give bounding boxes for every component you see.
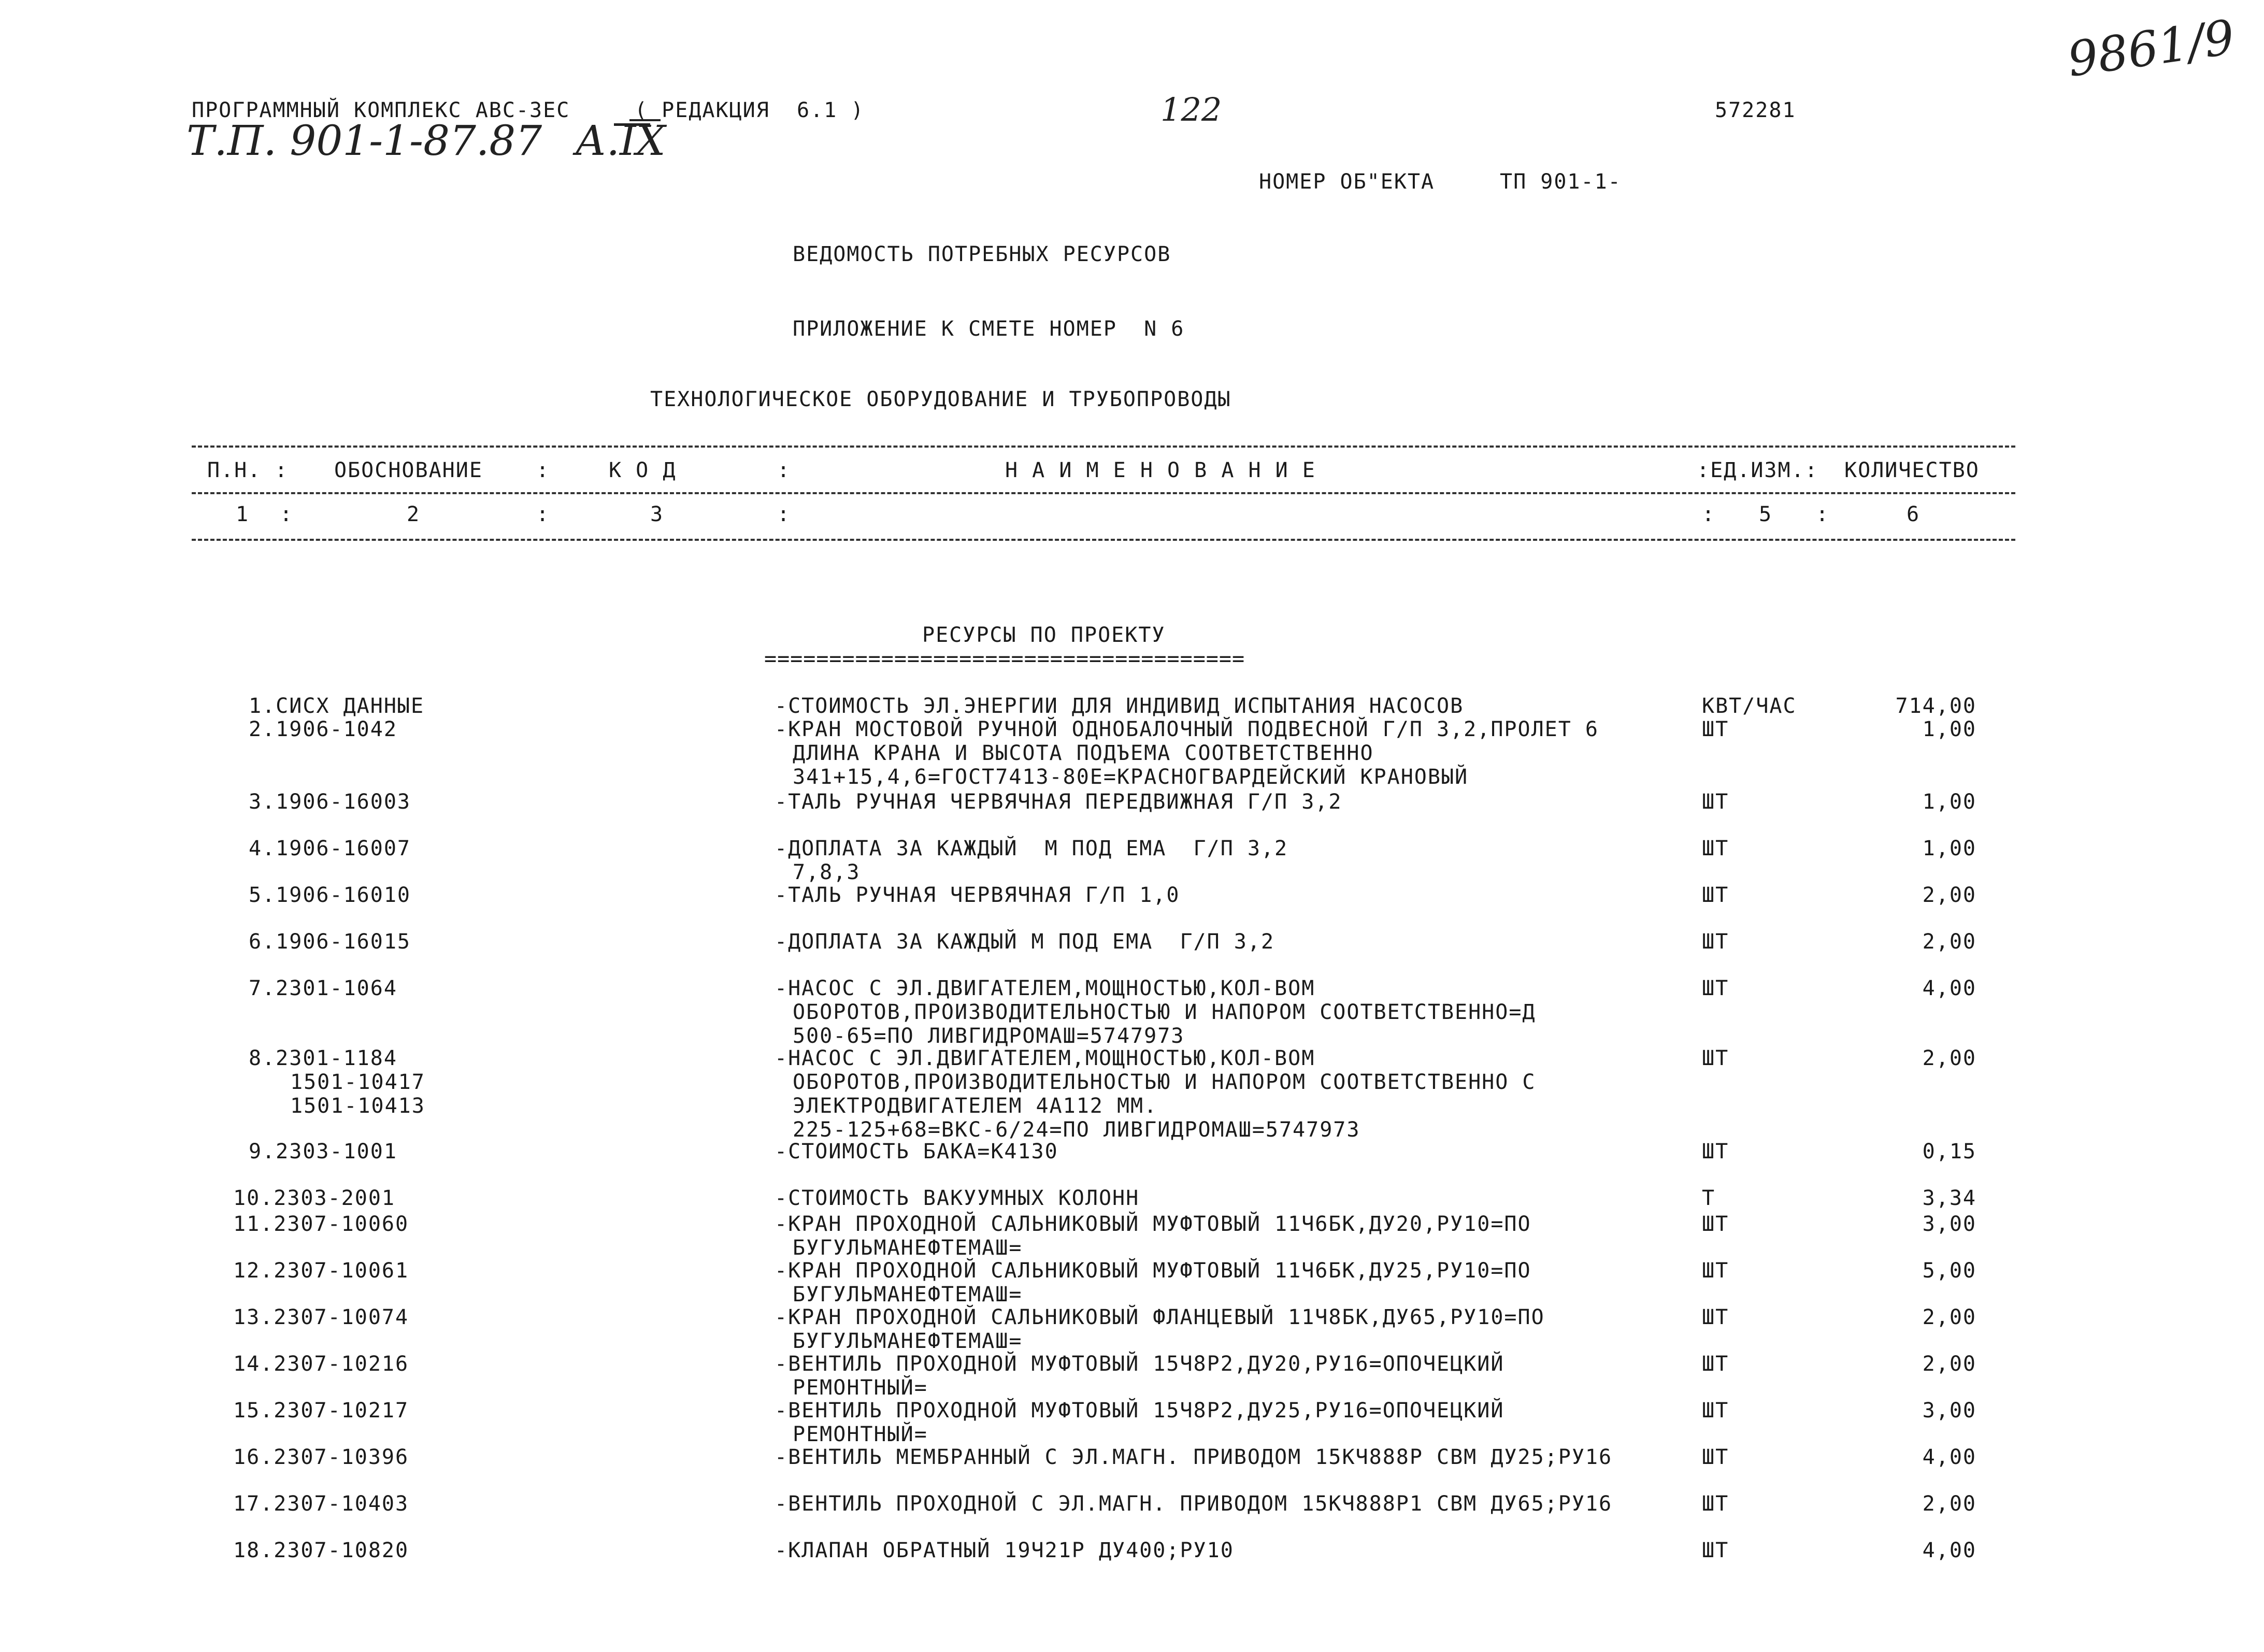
row-name-line: РЕМОНТНЫЙ= bbox=[793, 1423, 928, 1446]
row-code: 15.2307-10217 bbox=[233, 1399, 409, 1423]
row-name-line: ДЛИНА КРАНА И ВЫСОТА ПОДЪЕМА СООТВЕТСТВЕННО bbox=[793, 741, 1374, 765]
page-subtitle: ПРИЛОЖЕНИЕ К СМЕТЕ НОМЕР N 6 bbox=[793, 317, 1185, 341]
col-header-name: Н А И М Е Н О В А Н И Е bbox=[1005, 458, 1316, 482]
row-unit: ШТ bbox=[1702, 1539, 1729, 1562]
col-header-code: К О Д bbox=[609, 458, 677, 482]
row-name-line: ОБОРОТОВ,ПРОИЗВОДИТЕЛЬНОСТЬЮ И НАПОРОМ СООТВЕТСТВЕННО С bbox=[793, 1070, 1536, 1094]
row-name-line: РЕМОНТНЫЙ= bbox=[793, 1376, 928, 1400]
row-qty: 4,00 bbox=[1922, 1539, 1976, 1562]
row-qty: 3,34 bbox=[1922, 1186, 1976, 1210]
edition-underline bbox=[629, 119, 661, 121]
row-qty: 5,00 bbox=[1922, 1259, 1976, 1283]
col-header-sep: : bbox=[536, 458, 550, 482]
row-code: 4.1906-16007 bbox=[249, 837, 411, 860]
row-name-line: -НАСОС С ЭЛ.ДВИГАТЕЛЕМ,МОЩНОСТЬЮ,КОЛ-ВОМ bbox=[775, 1046, 1315, 1070]
row-name-line: ЭЛЕКТРОДВИГАТЕЛЕМ 4А112 ММ. bbox=[793, 1094, 1158, 1118]
col-number-sep: : bbox=[536, 502, 550, 526]
row-name-line: -ДОПЛАТА ЗА КАЖДЫЙ М ПОД ЕМА Г/П 3,2 bbox=[775, 930, 1275, 954]
row-qty: 2,00 bbox=[1922, 1352, 1976, 1376]
row-unit: КВТ/ЧАС bbox=[1702, 694, 1797, 718]
row-unit: ШТ bbox=[1702, 930, 1729, 954]
col-header-basis: ОБОСНОВАНИЕ bbox=[334, 458, 483, 482]
row-code: 7.2301-1064 bbox=[249, 976, 397, 1000]
row-code: 18.2307-10820 bbox=[233, 1539, 409, 1562]
row-qty: 2,00 bbox=[1922, 930, 1976, 954]
row-unit: ШТ bbox=[1702, 1492, 1729, 1516]
row-name-line: -НАСОС С ЭЛ.ДВИГАТЕЛЕМ,МОЩНОСТЬЮ,КОЛ-ВОМ bbox=[775, 976, 1315, 1000]
row-unit: ШТ bbox=[1702, 1140, 1729, 1163]
row-code-extra: 1501-10413 bbox=[290, 1094, 425, 1118]
table-rule-bottom bbox=[192, 539, 2015, 541]
row-name-line: 7,8,3 bbox=[793, 860, 861, 884]
row-qty: 2,00 bbox=[1922, 1492, 1976, 1516]
row-qty: 2,00 bbox=[1922, 1046, 1976, 1070]
row-unit: ШТ bbox=[1702, 1445, 1729, 1469]
row-name-line: 500-65=ПО ЛИВГИДРОМАШ=5747973 bbox=[793, 1024, 1185, 1048]
col-number-sep: : bbox=[1816, 502, 1830, 526]
row-code: 13.2307-10074 bbox=[233, 1305, 409, 1329]
row-name-line: ОБОРОТОВ,ПРОИЗВОДИТЕЛЬНОСТЬЮ И НАПОРОМ СООТВЕТСТВЕННО=Д bbox=[793, 1000, 1536, 1024]
row-unit: ШТ bbox=[1702, 1046, 1729, 1070]
row-code: 1.СИСХ ДАННЫЕ bbox=[249, 694, 425, 718]
row-unit: Т bbox=[1702, 1186, 1716, 1210]
row-qty: 3,00 bbox=[1922, 1212, 1976, 1236]
col-number-sep: : bbox=[1702, 502, 1716, 526]
row-name-line: -КРАН ПРОХОДНОЙ САЛЬНИКОВЫЙ ФЛАНЦЕВЫЙ 11Ч8БК,ДУ65,РУ10=ПО bbox=[775, 1305, 1545, 1329]
row-name-line: -КРАН МОСТОВОЙ РУЧНОЙ ОДНОБАЛОЧНЫЙ ПОДВЕСНОЙ Г/П 3,2,ПРОЛЕТ 6 bbox=[775, 717, 1599, 741]
row-unit: ШТ bbox=[1702, 1305, 1729, 1329]
row-name-line: -СТОИМОСТЬ ЭЛ.ЭНЕРГИИ ДЛЯ ИНДИВИД ИСПЫТАНИЯ НАСОСОВ bbox=[775, 694, 1464, 718]
object-value: ТП 901-1- bbox=[1500, 170, 1622, 194]
row-name-line: -КЛАПАН ОБРАТНЫЙ 19Ч21Р ДУ400;РУ10 bbox=[775, 1539, 1234, 1562]
row-name-line: БУГУЛЬМАНЕФТЕМАШ= bbox=[793, 1236, 1023, 1260]
col-header-sep: : bbox=[777, 458, 791, 482]
resources-heading: РЕСУРСЫ ПО ПРОЕКТУ bbox=[922, 623, 1166, 647]
row-code: 8.2301-1184 bbox=[249, 1046, 397, 1070]
handwritten-project-number: Т.П. 901-1-87.87 bbox=[187, 117, 542, 165]
row-name-line: -ВЕНТИЛЬ ПРОХОДНОЙ МУФТОВЫЙ 15Ч8Р2,ДУ20,РУ16=ОПОЧЕЦКИЙ bbox=[775, 1352, 1504, 1376]
table-rule-top bbox=[192, 446, 2015, 448]
row-name-line: -ВЕНТИЛЬ МЕМБРАННЫЙ С ЭЛ.МАГН. ПРИВОДОМ 15КЧ888Р СВМ ДУ25;РУ16 bbox=[775, 1445, 1613, 1469]
row-code: 6.1906-16015 bbox=[249, 930, 411, 954]
row-code: 10.2303-2001 bbox=[233, 1186, 395, 1210]
col-number-5: 5 bbox=[1759, 502, 1773, 526]
col-header-unit: :ЕД.ИЗМ.: bbox=[1697, 458, 1818, 482]
row-unit: ШТ bbox=[1702, 976, 1729, 1000]
row-code: 11.2307-10060 bbox=[233, 1212, 409, 1236]
col-number-3: 3 bbox=[650, 502, 664, 526]
row-name-line: -СТОИМОСТЬ БАКА=К4130 bbox=[775, 1140, 1058, 1163]
row-qty: 4,00 bbox=[1922, 976, 1976, 1000]
page-title: ВЕДОМОСТЬ ПОТРЕБНЫХ РЕСУРСОВ bbox=[793, 242, 1171, 266]
row-unit: ШТ bbox=[1702, 790, 1729, 814]
row-unit: ШТ bbox=[1702, 883, 1729, 907]
row-qty: 4,00 bbox=[1922, 1445, 1976, 1469]
row-code: 17.2307-10403 bbox=[233, 1492, 409, 1516]
row-qty: 3,00 bbox=[1922, 1399, 1976, 1423]
row-name-line: 225-125+68=ВКС-6/24=ПО ЛИВГИДРОМАШ=5747973 bbox=[793, 1118, 1360, 1142]
row-qty: 2,00 bbox=[1922, 883, 1976, 907]
table-rule-mid bbox=[192, 492, 2015, 494]
col-header-qty: КОЛИЧЕСТВО bbox=[1844, 458, 1980, 482]
col-header-pn: П.Н. : bbox=[207, 458, 289, 482]
row-code: 2.1906-1042 bbox=[249, 717, 397, 741]
row-qty: 0,15 bbox=[1922, 1140, 1976, 1163]
row-qty: 1,00 bbox=[1922, 837, 1976, 860]
handwritten-page-number: 122 bbox=[1160, 91, 1222, 128]
row-unit: ШТ bbox=[1702, 1212, 1729, 1236]
row-unit: ШТ bbox=[1702, 1352, 1729, 1376]
row-name-line: -ТАЛЬ РУЧНАЯ ЧЕРВЯЧНАЯ Г/П 1,0 bbox=[775, 883, 1180, 907]
row-unit: ШТ bbox=[1702, 1259, 1729, 1283]
row-unit: ШТ bbox=[1702, 1399, 1729, 1423]
row-code: 9.2303-1001 bbox=[249, 1140, 397, 1163]
col-number-1: 1 bbox=[236, 502, 250, 526]
col-number-6: 6 bbox=[1907, 502, 1921, 526]
row-unit: ШТ bbox=[1702, 837, 1729, 860]
row-code: 3.1906-16003 bbox=[249, 790, 411, 814]
row-name-line: -КРАН ПРОХОДНОЙ САЛЬНИКОВЫЙ МУФТОВЫЙ 11Ч6БК,ДУ20,РУ10=ПО bbox=[775, 1212, 1531, 1236]
row-name-line: БУГУЛЬМАНЕФТЕМАШ= bbox=[793, 1329, 1023, 1353]
row-qty: 714,00 bbox=[1895, 694, 1976, 718]
row-name-line: -КРАН ПРОХОДНОЙ САЛЬНИКОВЫЙ МУФТОВЫЙ 11Ч6БК,ДУ25,РУ10=ПО bbox=[775, 1259, 1531, 1283]
row-name-line: 341+15,4,6=ГОСТ7413-80Е=КРАСНОГВАРДЕЙСКИЙ КРАНОВЫЙ bbox=[793, 765, 1469, 789]
row-code: 12.2307-10061 bbox=[233, 1259, 409, 1283]
handwritten-album-underline bbox=[614, 123, 650, 126]
object-label: НОМЕР ОБ"ЕКТА bbox=[1259, 170, 1435, 194]
resources-underline: ===================================== bbox=[764, 647, 1245, 671]
row-name-line: -СТОИМОСТЬ ВАКУУМНЫХ КОЛОНН bbox=[775, 1186, 1140, 1210]
row-code: 5.1906-16010 bbox=[249, 883, 411, 907]
row-name-line: -ВЕНТИЛЬ ПРОХОДНОЙ С ЭЛ.МАГН. ПРИВОДОМ 15КЧ888Р1 СВМ ДУ65;РУ16 bbox=[775, 1492, 1613, 1516]
handwritten-album: А.IX bbox=[575, 117, 666, 165]
row-name-line: -ДОПЛАТА ЗА КАЖДЫЙ М ПОД ЕМА Г/П 3,2 bbox=[775, 837, 1288, 860]
col-number-sep: : bbox=[280, 502, 294, 526]
document-code: 572281 bbox=[1715, 98, 1796, 122]
row-qty: 2,00 bbox=[1922, 1305, 1976, 1329]
col-number-2: 2 bbox=[407, 502, 421, 526]
row-name-line: -ВЕНТИЛЬ ПРОХОДНОЙ МУФТОВЫЙ 15Ч8Р2,ДУ25,РУ16=ОПОЧЕЦКИЙ bbox=[775, 1399, 1504, 1423]
col-number-sep: : bbox=[777, 502, 791, 526]
row-code-extra: 1501-10417 bbox=[290, 1070, 425, 1094]
row-unit: ШТ bbox=[1702, 717, 1729, 741]
row-name-line: -ТАЛЬ РУЧНАЯ ЧЕРВЯЧНАЯ ПЕРЕДВИЖНАЯ Г/П 3,2 bbox=[775, 790, 1342, 814]
row-qty: 1,00 bbox=[1922, 790, 1976, 814]
handwritten-corner-number: 9861/9 bbox=[2064, 9, 2238, 88]
row-qty: 1,00 bbox=[1922, 717, 1976, 741]
row-code: 16.2307-10396 bbox=[233, 1445, 409, 1469]
row-name-line: БУГУЛЬМАНЕФТЕМАШ= bbox=[793, 1283, 1023, 1306]
section-title: ТЕХНОЛОГИЧЕСКОЕ ОБОРУДОВАНИЕ И ТРУБОПРОВОДЫ bbox=[650, 387, 1231, 411]
program-name: ПРОГРАММНЫЙ КОМПЛЕКС АВС-3ЕС bbox=[192, 98, 570, 122]
edition: ( РЕДАКЦИЯ 6.1 ) bbox=[635, 98, 865, 122]
row-code: 14.2307-10216 bbox=[233, 1352, 409, 1376]
